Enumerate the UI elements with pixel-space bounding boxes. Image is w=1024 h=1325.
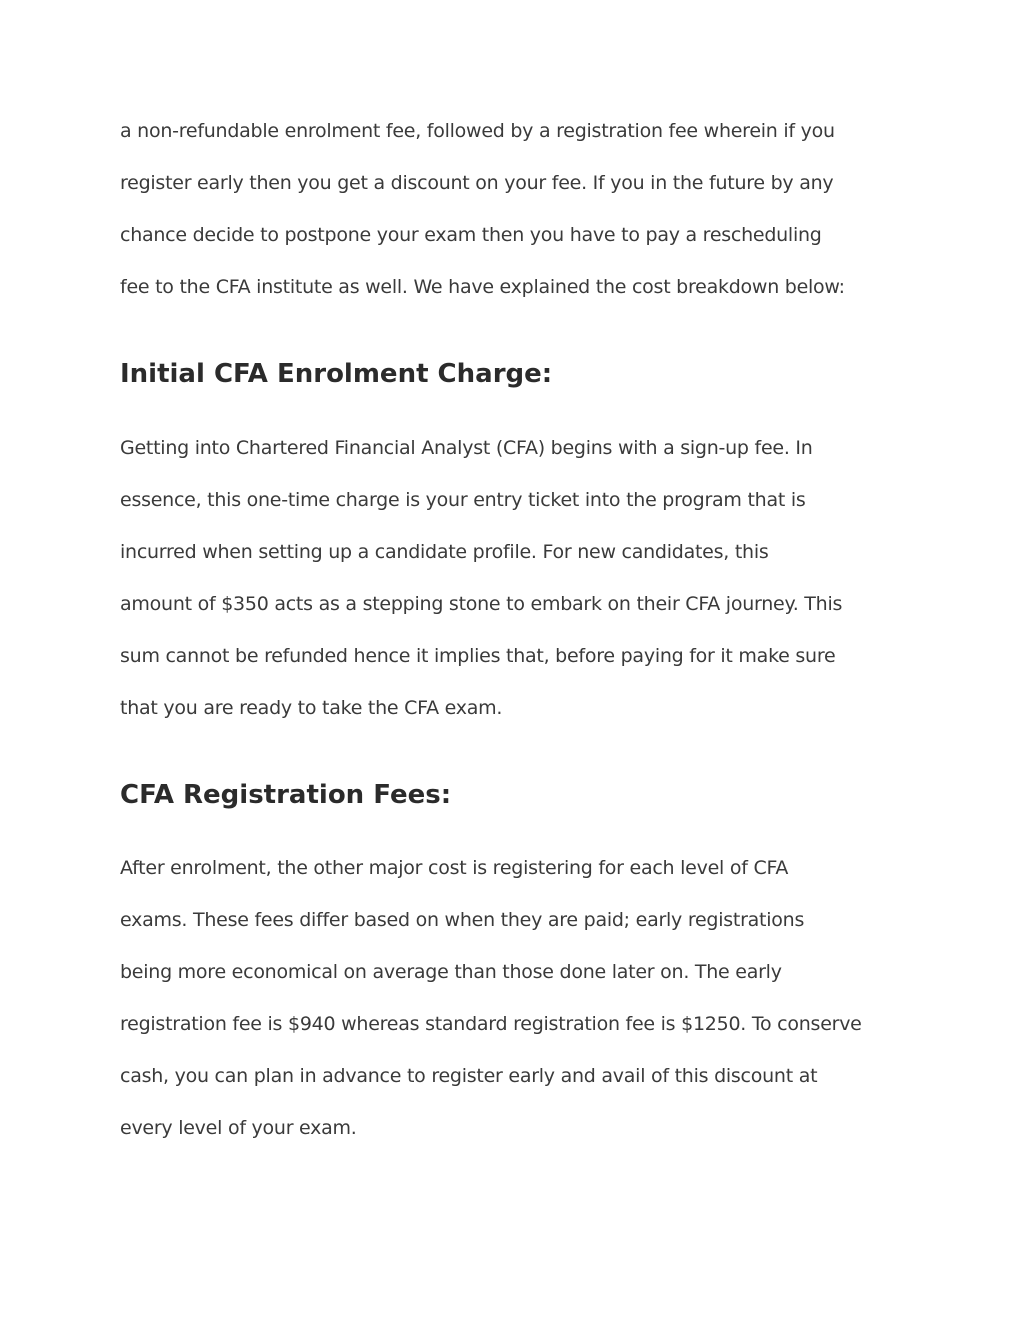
paragraph-line: incurred when setting up a candidate profile. For new candidates, this [120, 541, 769, 563]
paragraph-line: chance decide to postpone your exam then you have to pay a rescheduling [120, 224, 822, 246]
paragraph-line: After enrolment, the other major cost is registering for each level of CFA [120, 857, 789, 879]
paragraph-line: sum cannot be refunded hence it implies that, before paying for it make sure [120, 645, 836, 667]
paragraph-line: cash, you can plan in advance to register early and avail of this discount at [120, 1065, 818, 1087]
paragraph-line: fee to the CFA institute as well. We have explained the cost breakdown below: [120, 276, 845, 298]
paragraph-line: registration fee is $940 whereas standard registration fee is $1250. To conserve [120, 1013, 862, 1035]
paragraph-line: exams. These fees differ based on when they are paid; early registrations [120, 909, 805, 931]
paragraph-line: that you are ready to take the CFA exam. [120, 697, 503, 719]
paragraph-line: every level of your exam. [120, 1117, 357, 1139]
paragraph-line: register early then you get a discount on your fee. If you in the future by any [120, 172, 834, 194]
section-heading-registration: CFA Registration Fees: [120, 780, 452, 810]
section-heading-enrolment: Initial CFA Enrolment Charge: [120, 359, 553, 389]
paragraph-line: Getting into Chartered Financial Analyst (CFA) begins with a sign-up fee. In [120, 437, 813, 459]
paragraph-line: being more economical on average than those done later on. The early [120, 961, 782, 983]
paragraph-line: essence, this one-time charge is your entry ticket into the program that is [120, 489, 806, 511]
paragraph-line: a non-refundable enrolment fee, followed by a registration fee wherein if you [120, 120, 835, 142]
paragraph-line: amount of $350 acts as a stepping stone to embark on their CFA journey. This [120, 593, 843, 615]
